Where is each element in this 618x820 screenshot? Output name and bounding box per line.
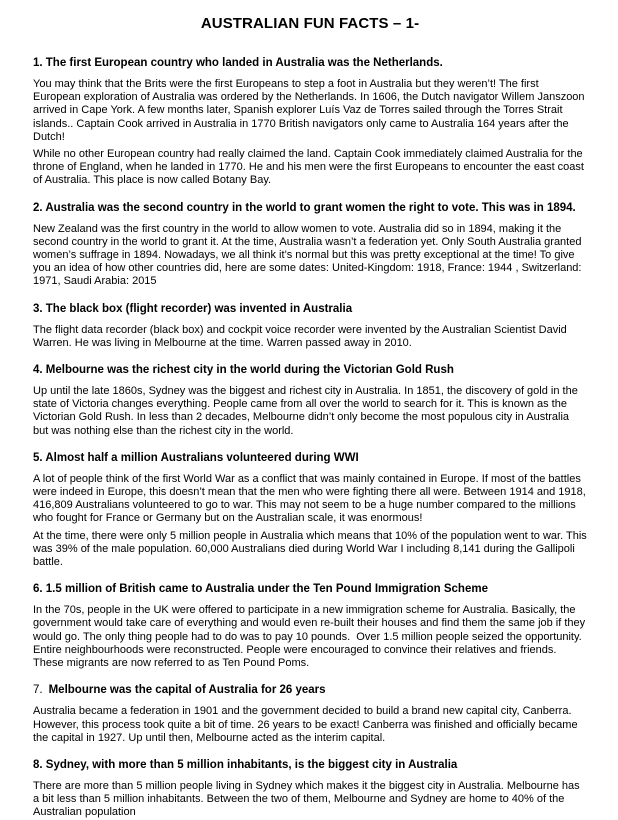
section-2-paragraph-1: New Zealand was the first country in the world to allow women to vote. Australia did so in 1894, making it the second country in the world to grant it. At the time, Australia wasn’t a federation yet. Only South Australia granted women’s suffrage in 1894. Nowadays, we all think it’s normal but this was pretty exceptional at the time! To give you an idea of how other countries did, here are some dates: United-Kingdom: 1918, France: 1944 , Switzerland: 1971, Saudi Arabia: 2015 (33, 222, 585, 288)
section-7-paragraph-1: Australia became a federation in 1901 and the government decided to build a brand new capital city, Canberra. However, this process took quite a bit of time. 26 years to be exact! Canberra was finished and officially became the capital in 1927. Up until then, Melbourne acted as the interim capital. (33, 705, 581, 744)
fact-section-6 (33, 583, 587, 670)
section-7-heading-number: 7. (33, 684, 43, 697)
section-5-paragraph-1: A lot of people think of the first World War as a conflict that was mainly contained in Europe. If most of the battles were indeed in Europe, this doesn’t mean that the men who were fighting there all were. Between 1914 and 1918, 416,809 Australians volunteered to go to war. This may not seem to be a huge number compared to the millions who fought for France or Germany but on the Australian scale, it was enormous! (33, 472, 589, 525)
section-1-heading: 1. The first European country who landed in Australia was the Netherlands. (33, 57, 443, 69)
section-1-paragraph-2: While no other European country had really claimed the land. Captain Cook immediately claimed Australia for the throne of England, when he landed in 1770. He and his men were the first Europeans to encounter the east coast of Australia. This place is now called Botany Bay. (33, 148, 588, 187)
fact-section-2 (33, 202, 587, 289)
fact-section-3 (33, 303, 587, 350)
section-2-heading: 2. Australia was the second country in the world to grant women the right to vote. This was in 1894. (33, 201, 576, 214)
section-8-paragraph-1: There are more than 5 million people living in Sydney which makes it the biggest city in Australia. Melbourne has a bit less than 5 million inhabitants. Between the two of them, Melbourne and Sydney are home to 40% of the Australian population (33, 779, 583, 819)
document-title: AUSTRALIAN FUN FACTS – 1- (200, 15, 420, 32)
fact-section-8 (33, 759, 587, 820)
section-3-heading: 3. The black box (flight recorder) was invented in Australia (33, 302, 353, 315)
fact-section-1 (33, 57, 587, 188)
section-1-paragraph-1: You may think that the Brits were the first Europeans to step a foot in Australia but they weren’t! The first European exploration of Australia was ordered by the Netherlands. In 1606, the Dutch navigator Willem Janszoon arrived in Cape York. A few months later, Spanish explorer Luís Vaz de Torres sailed through the Torres Strait islands.. Captain Cook arrived in Australia in 1770 British navigators only came to Australia 164 years after the Dutch! (33, 78, 588, 143)
section-6-heading: 6. 1.5 million of British came to Australia under the Ten Pound Immigration Scheme (33, 583, 488, 596)
section-5-paragraph-2: At the time, there were only 5 million people in Australia which means that 10% of the population went to war. This was 39% of the male population. 60,000 Australians died during World War I including 8,141 during the Gallipoli battle. (33, 529, 590, 569)
section-7-heading (33, 684, 587, 697)
section-4-heading: 4. Melbourne was the richest city in the world during the Victorian Gold Rush (33, 364, 454, 377)
section-8-heading: 8. Sydney, with more than 5 million inhabitants, is the biggest city in Australia (33, 758, 458, 771)
section-5-heading: 5. Almost half a million Australians volunteered during WWI (33, 451, 359, 464)
section-7-heading-text: Melbourne was the capital of Australia for 26 years (48, 684, 326, 697)
fact-section-5 (33, 451, 590, 569)
fact-section-7 (33, 684, 587, 745)
fact-section-4 (33, 364, 587, 438)
section-3-paragraph-1: The flight data recorder (black box) and cockpit voice recorder were invented by the Australian Scientist David Warren. He was living in Melbourne at the time. Warren passed away in 2010. (33, 323, 570, 349)
section-4-paragraph-1: Up until the late 1860s, Sydney was the biggest and richest city in Australia. In 1851, the discovery of gold in the state of Victoria changes everything. People came from all over the world to search for it. This is known as the Victorian Gold Rush. In less than 2 decades, Melbourne didn’t only become the most populous city in Australia but was nothing else than the richest city in the world. (33, 385, 581, 437)
section-6-paragraph-1: In the 70s, people in the UK were offered to participate in a new immigration scheme for Australia. Basically, the government would take care of everything and would even re-built their houses and find them the same job if they would go. The only thing people had to do was to pay 10 pounds. Over 1.5 million people seized the opportunity. Entire neighbourhoods were reconstructed. People were encouraged to convince their relatives and friends. These migrants are now referred to as Ten Pound Poms. (33, 604, 589, 670)
